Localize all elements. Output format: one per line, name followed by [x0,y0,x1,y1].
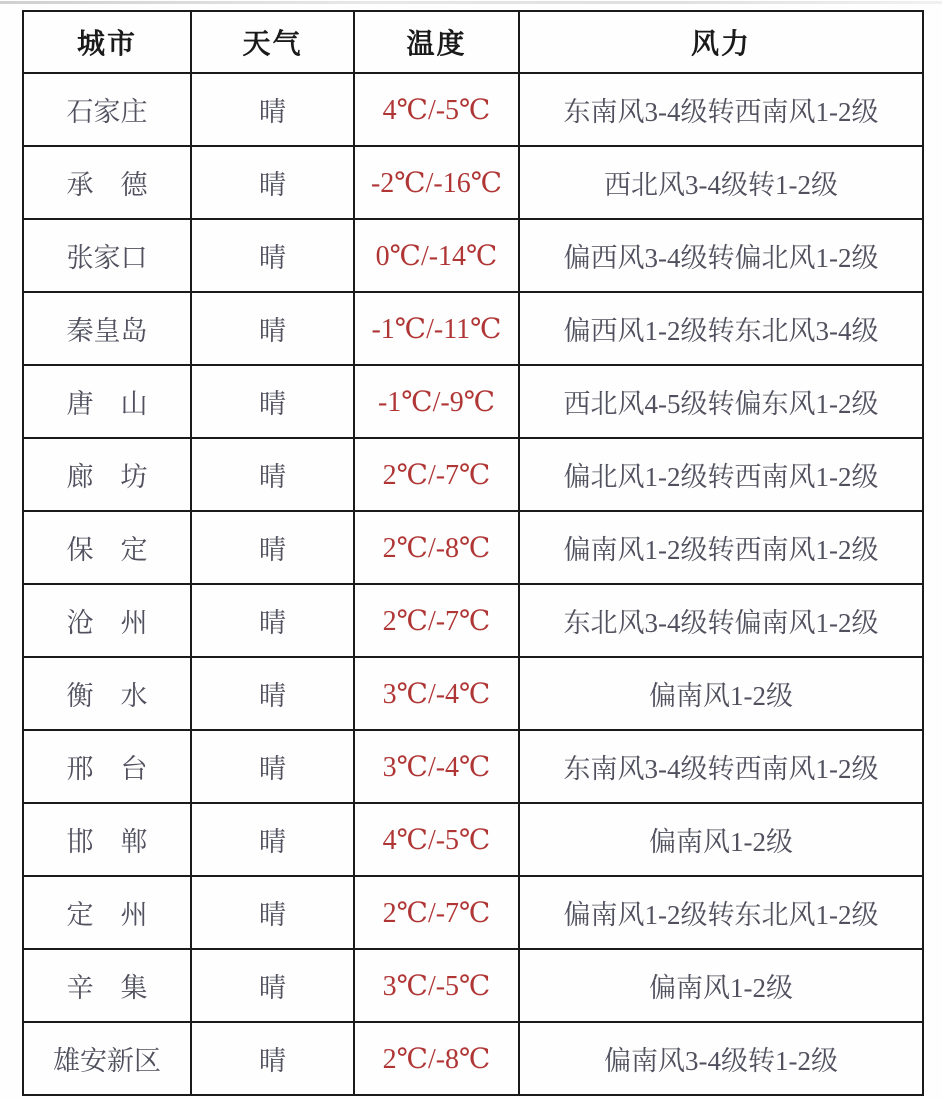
city-cell: 衡 水 [23,657,191,730]
weather-table [22,10,924,1096]
city-cell: 廊 坊 [23,438,191,511]
wind-cell: 东南风3-4级转西南风1-2级 [519,730,923,803]
city-cell: 雄安新区 [23,1022,191,1095]
table-row [23,1022,923,1095]
temperature-cell: 2℃/-7℃ [354,584,519,657]
temperature-cell: -2℃/-16℃ [354,146,519,219]
weather-cell: 晴 [191,876,354,949]
city-cell: 保 定 [23,511,191,584]
wind-cell: 偏南风1-2级转东北风1-2级 [519,876,923,949]
top-edge-artifact [0,1,942,4]
city-cell: 唐 山 [23,365,191,438]
weather-cell: 晴 [191,1022,354,1095]
weather-cell: 晴 [191,803,354,876]
table-row [23,949,923,1022]
city-cell: 承 德 [23,146,191,219]
table-row [23,146,923,219]
wind-cell: 西北风3-4级转1-2级 [519,146,923,219]
wind-cell: 偏北风1-2级转西南风1-2级 [519,438,923,511]
table-row [23,511,923,584]
temperature-cell: 3℃/-5℃ [354,949,519,1022]
table-header [23,11,923,73]
temperature-cell: -1℃/-11℃ [354,292,519,365]
wind-cell: 东南风3-4级转西南风1-2级 [519,73,923,146]
weather-cell: 晴 [191,511,354,584]
city-cell: 石家庄 [23,73,191,146]
city-cell: 张家口 [23,219,191,292]
weather-cell: 晴 [191,146,354,219]
wind-cell: 偏南风1-2级 [519,949,923,1022]
weather-cell: 晴 [191,292,354,365]
header-wind: 风力 [519,11,923,73]
temperature-cell: 4℃/-5℃ [354,73,519,146]
city-cell: 沧 州 [23,584,191,657]
temperature-cell: 3℃/-4℃ [354,730,519,803]
temperature-cell: 2℃/-8℃ [354,511,519,584]
weather-cell: 晴 [191,73,354,146]
header-temperature: 温度 [354,11,519,73]
table-row [23,803,923,876]
city-cell: 邢 台 [23,730,191,803]
weather-cell: 晴 [191,365,354,438]
wind-cell: 西北风4-5级转偏东风1-2级 [519,365,923,438]
table-row [23,657,923,730]
wind-cell: 偏南风1-2级转西南风1-2级 [519,511,923,584]
wind-cell: 偏南风3-4级转1-2级 [519,1022,923,1095]
header-weather: 天气 [191,11,354,73]
wind-cell: 偏西风1-2级转东北风3-4级 [519,292,923,365]
weather-cell: 晴 [191,438,354,511]
wind-cell: 偏南风1-2级 [519,803,923,876]
city-cell: 定 州 [23,876,191,949]
temperature-cell: 2℃/-7℃ [354,438,519,511]
temperature-cell: -1℃/-9℃ [354,365,519,438]
temperature-cell: 3℃/-4℃ [354,657,519,730]
table-row [23,365,923,438]
wind-cell: 偏南风1-2级 [519,657,923,730]
table-row [23,876,923,949]
header-row [23,11,923,73]
table-row [23,584,923,657]
temperature-cell: 2℃/-8℃ [354,1022,519,1095]
table-row [23,219,923,292]
table-row [23,730,923,803]
weather-cell: 晴 [191,219,354,292]
wind-cell: 东北风3-4级转偏南风1-2级 [519,584,923,657]
city-cell: 邯 郸 [23,803,191,876]
table-body [23,73,923,1095]
table-row [23,438,923,511]
city-cell: 辛 集 [23,949,191,1022]
header-city: 城市 [23,11,191,73]
temperature-cell: 2℃/-7℃ [354,876,519,949]
weather-cell: 晴 [191,657,354,730]
table-row [23,73,923,146]
wind-cell: 偏西风3-4级转偏北风1-2级 [519,219,923,292]
city-cell: 秦皇岛 [23,292,191,365]
temperature-cell: 0℃/-14℃ [354,219,519,292]
temperature-cell: 4℃/-5℃ [354,803,519,876]
weather-cell: 晴 [191,584,354,657]
weather-cell: 晴 [191,949,354,1022]
table-row [23,292,923,365]
weather-cell: 晴 [191,730,354,803]
